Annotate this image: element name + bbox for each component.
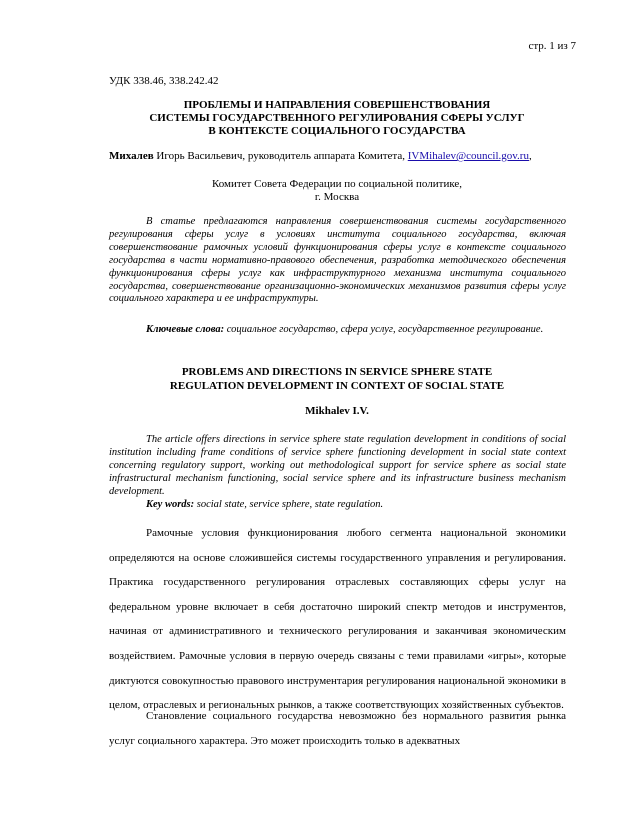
abstract-ru xyxy=(109,216,566,306)
body-paragraph-text: Рамочные условия функционирования любого сегмента национальной экономики определяются на основе сложившейся системы государственного управления и регулирования. Практика государственного регулирования отраслевых составляющих сферы услуг на федеральном уровне включает в себя достаточно широкий спектр методов и инструментов, начиная от административного и технического регулирования и заканчивая экономическим воздействием. Рамочные условия в первую очередь связаны с теми правилами «игры», которые диктуются совокупностью правового инструментария регулирования национальной экономики в целом, отраслевых и региональных рынков, а также соответствующих хозяйственных субъектов. xyxy=(109,527,566,712)
affiliation-line: г. Москва xyxy=(314,191,360,203)
title-ru-line: В КОНТЕКСТЕ СОЦИАЛЬНОГО ГОСУДАРСТВА xyxy=(208,125,466,137)
title-en-line: REGULATION DEVELOPMENT IN CONTEXT OF SOCIAL STATE xyxy=(169,380,505,392)
author-ru xyxy=(109,150,579,163)
author-trail: , xyxy=(528,150,532,162)
keywords-ru xyxy=(109,324,566,337)
abstract-en xyxy=(109,434,566,499)
keywords-ru-text: социальное государство, сфера услуг, государственное регулирование. xyxy=(224,324,544,335)
udk-code: УДК 338.46, 338.242.42 xyxy=(109,75,219,87)
abstract-ru-text: В статье предлагаются направления совершенствования системы государственного регулирования сферы услуг в условиях института социального государства, включая совершенствование рамочных условий функционирования сферы услуг в контексте социального государства в части нормативно-правового обеспечения, разработка методического обеспечения функционирования сферы услуг как инфраструктурного механизма института социального государства, совершенствование организационно-экономических механизмов развития сферы услуг социального характера и ее инфраструктуры. xyxy=(109,216,566,305)
keywords-en-text: social state, service sphere, state regulation. xyxy=(194,499,384,510)
body-paragraph xyxy=(109,704,566,753)
author-email-link[interactable]: IVMihalev@council.gov.ru xyxy=(407,150,529,162)
author-surname: Михалев xyxy=(109,150,154,162)
abstract-en-text: The article offers directions in service sphere state regulation development in conditions of social institution including frame conditions of service sphere functioning development in social state context concerning regulatory support, working out methodological support for service sphere as social state infrastructural mechanism functioning, social service sphere and its infrastructure business mechanism development. xyxy=(109,434,566,497)
title-ru-line: ПРОБЛЕМЫ И НАПРАВЛЕНИЯ СОВЕРШЕНСТВОВАНИЯ xyxy=(183,99,491,111)
keywords-en xyxy=(109,499,566,512)
keywords-ru-label: Ключевые слова: xyxy=(146,324,225,335)
body-paragraph-text: Становление социального государства невозможно без нормального развития рынка услуг социального характера. Это может происходить только в адекватных xyxy=(109,710,566,747)
page-number: стр. 1 из 7 xyxy=(528,40,576,52)
affiliation-line: Комитет Совета Федерации по социальной политике, xyxy=(211,178,463,190)
author-details: Игорь Васильевич, руководитель аппарата Комитета, xyxy=(153,150,408,162)
title-ru xyxy=(100,99,574,138)
affiliation xyxy=(100,178,574,204)
body-paragraph xyxy=(109,521,566,718)
keywords-en-label: Key words: xyxy=(146,499,195,510)
title-ru-line: СИСТЕМЫ ГОСУДАРСТВЕННОГО РЕГУЛИРОВАНИЯ СФЕРЫ УСЛУГ xyxy=(149,112,525,124)
title-en-line: PROBLEMS AND DIRECTIONS IN SERVICE SPHERE STATE xyxy=(181,366,493,378)
title-en xyxy=(100,365,574,393)
author-en: Mikhalev I.V. xyxy=(305,405,369,417)
